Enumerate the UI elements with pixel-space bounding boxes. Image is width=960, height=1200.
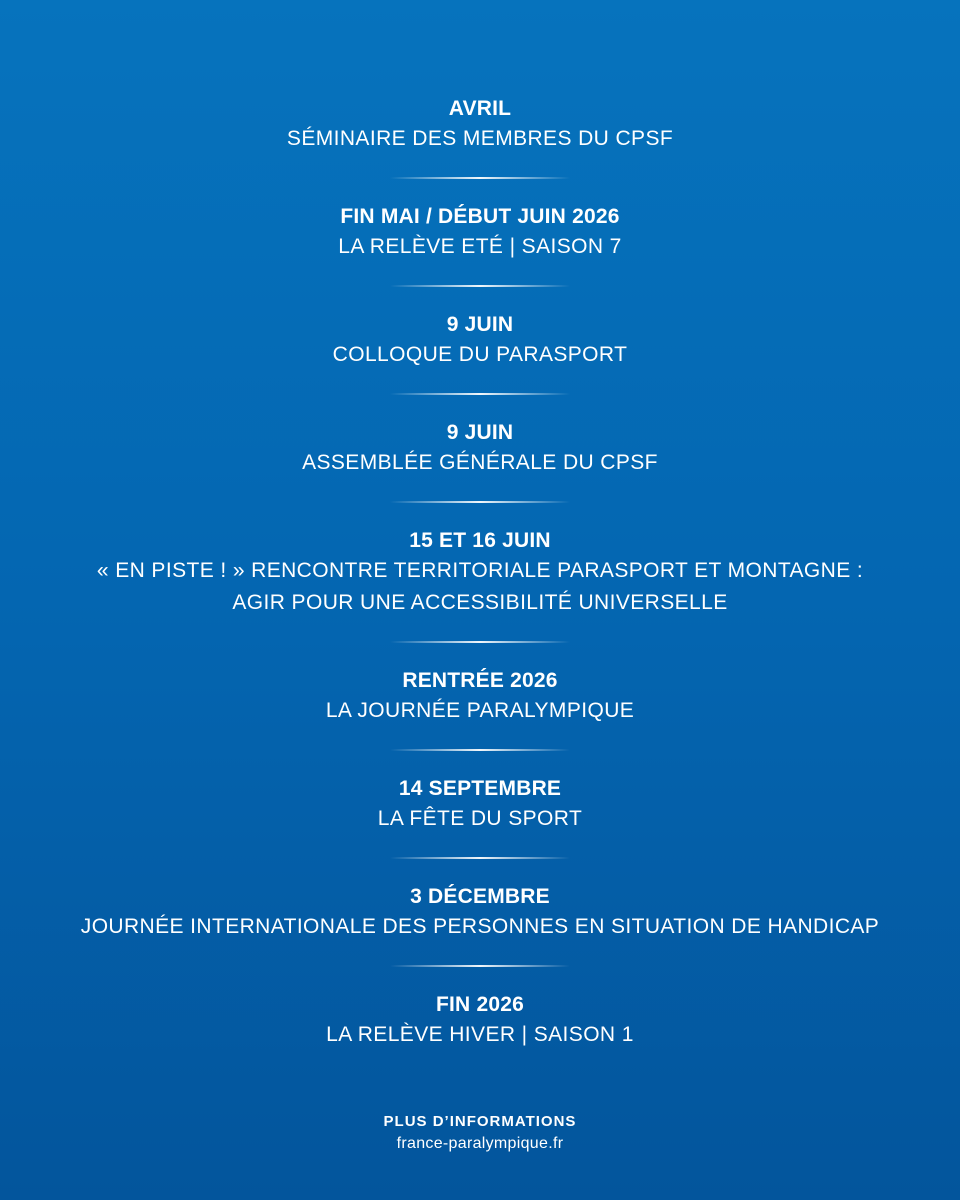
event-date: 9 JUIN [446, 421, 514, 444]
divider [390, 857, 570, 859]
footer-heading: PLUS D’INFORMATIONS [383, 1113, 577, 1130]
event-title: LA RELÈVE HIVER | SAISON 1 [326, 1023, 634, 1046]
event-item [40, 419, 920, 479]
event-title: SÉMINAIRE DES MEMBRES DU CPSF [286, 127, 674, 150]
divider [390, 393, 570, 395]
event-date: 15 ET 16 JUIN [409, 529, 551, 552]
event-title: ASSEMBLÉE GÉNÉRALE DU CPSF [302, 451, 658, 474]
event-date: FIN MAI / DÉBUT JUIN 2026 [340, 205, 620, 228]
event-item [40, 203, 920, 263]
divider [390, 965, 570, 967]
divider [390, 749, 570, 751]
divider [390, 177, 570, 179]
event-date: 14 SEPTEMBRE [398, 777, 562, 800]
event-title: LA FÊTE DU SPORT [377, 807, 583, 830]
divider [390, 501, 570, 503]
event-title: LA JOURNÉE PARALYMPIQUE [325, 699, 635, 722]
event-title: LA RELÈVE ETÉ | SAISON 7 [338, 235, 622, 258]
event-title: JOURNÉE INTERNATIONALE DES PERSONNES EN SITUATION DE HANDICAP [80, 915, 880, 938]
event-item [40, 883, 920, 943]
event-date: FIN 2026 [436, 993, 524, 1016]
event-item [40, 667, 920, 727]
event-date: 9 JUIN [446, 313, 514, 336]
event-date: 3 DÉCEMBRE [410, 885, 550, 908]
footer [0, 1111, 960, 1155]
event-item [40, 95, 920, 155]
divider [390, 285, 570, 287]
event-title: « EN PISTE ! » RENCONTRE TERRITORIALE PARASPORT ET MONTAGNE : [96, 559, 864, 582]
event-date: AVRIL [448, 97, 512, 120]
event-title: COLLOQUE DU PARASPORT [332, 343, 628, 366]
divider [390, 641, 570, 643]
event-date: RENTRÉE 2026 [402, 669, 558, 692]
event-item [40, 311, 920, 371]
event-item [40, 775, 920, 835]
website-link[interactable]: france-paralympique.fr [396, 1135, 564, 1152]
event-item [40, 527, 920, 619]
event-title-line2: AGIR POUR UNE ACCESSIBILITÉ UNIVERSELLE [232, 591, 728, 614]
event-list [0, 95, 960, 1051]
event-item [40, 991, 920, 1051]
